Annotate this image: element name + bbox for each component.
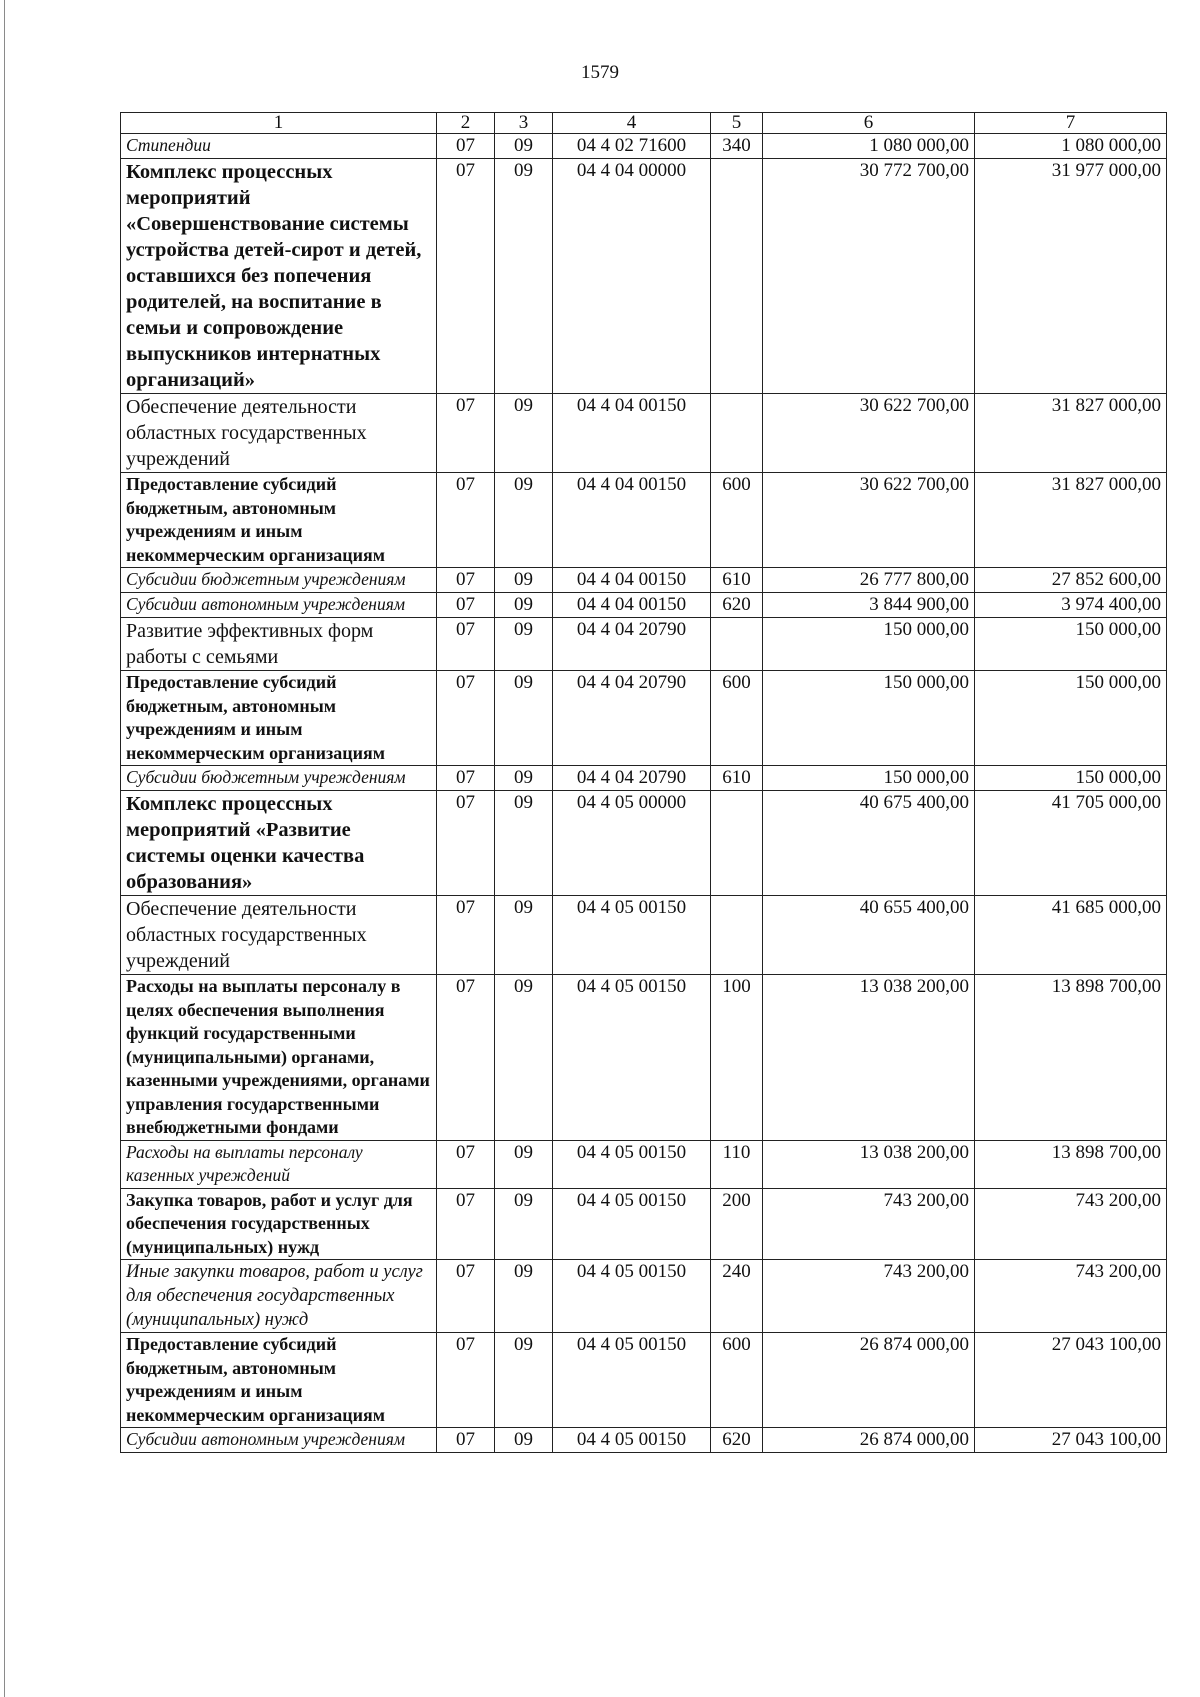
subsection-code-cell: 09 bbox=[495, 975, 553, 1141]
amount-year-2-cell: 41 705 000,00 bbox=[975, 791, 1167, 896]
table-row bbox=[121, 1428, 1167, 1453]
amount-year-1-cell: 1 080 000,00 bbox=[763, 134, 975, 159]
target-article-cell: 04 4 04 20790 bbox=[553, 671, 711, 766]
subsection-code-cell: 09 bbox=[495, 618, 553, 671]
row-name-cell: Субсидии бюджетным учреждениям bbox=[121, 568, 437, 593]
table-row bbox=[121, 671, 1167, 766]
amount-year-1-cell: 150 000,00 bbox=[763, 766, 975, 791]
amount-year-1-cell: 150 000,00 bbox=[763, 671, 975, 766]
amount-year-1-cell: 743 200,00 bbox=[763, 1188, 975, 1260]
table-row bbox=[121, 568, 1167, 593]
table-row bbox=[121, 1140, 1167, 1188]
amount-year-1-cell: 40 675 400,00 bbox=[763, 791, 975, 896]
table-row bbox=[121, 975, 1167, 1141]
amount-year-2-cell: 31 977 000,00 bbox=[975, 159, 1167, 394]
amount-year-1-cell: 30 622 700,00 bbox=[763, 473, 975, 568]
subsection-code-cell: 09 bbox=[495, 1260, 553, 1333]
subsection-code-cell: 09 bbox=[495, 134, 553, 159]
amount-year-2-cell: 13 898 700,00 bbox=[975, 975, 1167, 1141]
section-code-cell: 07 bbox=[437, 791, 495, 896]
table-row bbox=[121, 159, 1167, 394]
target-article-cell: 04 4 04 20790 bbox=[553, 766, 711, 791]
section-code-cell: 07 bbox=[437, 1188, 495, 1260]
section-code-cell: 07 bbox=[437, 1140, 495, 1188]
target-article-cell: 04 4 04 20790 bbox=[553, 618, 711, 671]
row-name-cell: Стипендии bbox=[121, 134, 437, 159]
amount-year-1-cell: 150 000,00 bbox=[763, 618, 975, 671]
amount-year-2-cell: 3 974 400,00 bbox=[975, 593, 1167, 618]
table-row bbox=[121, 791, 1167, 896]
section-code-cell: 07 bbox=[437, 1428, 495, 1453]
subsection-code-cell: 09 bbox=[495, 671, 553, 766]
table-row bbox=[121, 1260, 1167, 1333]
amount-year-2-cell: 150 000,00 bbox=[975, 766, 1167, 791]
amount-year-2-cell: 1 080 000,00 bbox=[975, 134, 1167, 159]
target-article-cell: 04 4 05 00150 bbox=[553, 1260, 711, 1333]
section-code-cell: 07 bbox=[437, 159, 495, 394]
column-header: 4 bbox=[553, 113, 711, 134]
section-code-cell: 07 bbox=[437, 568, 495, 593]
expense-type-cell bbox=[711, 896, 763, 975]
subsection-code-cell: 09 bbox=[495, 473, 553, 568]
table-body bbox=[121, 134, 1167, 1453]
subsection-code-cell: 09 bbox=[495, 791, 553, 896]
amount-year-1-cell: 30 622 700,00 bbox=[763, 394, 975, 473]
table-row bbox=[121, 473, 1167, 568]
amount-year-1-cell: 40 655 400,00 bbox=[763, 896, 975, 975]
amount-year-2-cell: 743 200,00 bbox=[975, 1260, 1167, 1333]
expense-type-cell bbox=[711, 394, 763, 473]
section-code-cell: 07 bbox=[437, 896, 495, 975]
target-article-cell: 04 4 04 00150 bbox=[553, 593, 711, 618]
target-article-cell: 04 4 05 00150 bbox=[553, 1188, 711, 1260]
amount-year-2-cell: 743 200,00 bbox=[975, 1188, 1167, 1260]
subsection-code-cell: 09 bbox=[495, 766, 553, 791]
amount-year-1-cell: 26 777 800,00 bbox=[763, 568, 975, 593]
page-number: 1579 bbox=[581, 62, 619, 83]
subsection-code-cell: 09 bbox=[495, 568, 553, 593]
row-name-cell: Субсидии автономным учреждениям bbox=[121, 593, 437, 618]
row-name-cell: Субсидии автономным учреждениям bbox=[121, 1428, 437, 1453]
expense-type-cell: 610 bbox=[711, 766, 763, 791]
target-article-cell: 04 4 04 00150 bbox=[553, 568, 711, 593]
subsection-code-cell: 09 bbox=[495, 1188, 553, 1260]
subsection-code-cell: 09 bbox=[495, 896, 553, 975]
amount-year-2-cell: 150 000,00 bbox=[975, 618, 1167, 671]
amount-year-2-cell: 27 043 100,00 bbox=[975, 1333, 1167, 1428]
row-name-cell: Комплекс процессных мероприятий «Совершенствование системы устройства детей-сирот и детей, оставшихся без попечения родителей, на воспитание в семьи и сопровождение выпускников интернатных организаций» bbox=[121, 159, 437, 394]
amount-year-2-cell: 27 043 100,00 bbox=[975, 1428, 1167, 1453]
section-code-cell: 07 bbox=[437, 975, 495, 1141]
column-header: 6 bbox=[763, 113, 975, 134]
target-article-cell: 04 4 04 00150 bbox=[553, 394, 711, 473]
expense-type-cell bbox=[711, 618, 763, 671]
row-name-cell: Предоставление субсидий бюджетным, автономным учреждениям и иным некоммерческим организациям bbox=[121, 671, 437, 766]
expense-type-cell bbox=[711, 791, 763, 896]
row-name-cell: Обеспечение деятельности областных государственных учреждений bbox=[121, 896, 437, 975]
amount-year-1-cell: 13 038 200,00 bbox=[763, 975, 975, 1141]
expense-type-cell: 600 bbox=[711, 671, 763, 766]
expense-type-cell: 340 bbox=[711, 134, 763, 159]
row-name-cell: Расходы на выплаты персоналу казенных учреждений bbox=[121, 1140, 437, 1188]
expense-type-cell: 200 bbox=[711, 1188, 763, 1260]
row-name-cell: Закупка товаров, работ и услуг для обеспечения государственных (муниципальных) нужд bbox=[121, 1188, 437, 1260]
subsection-code-cell: 09 bbox=[495, 394, 553, 473]
amount-year-2-cell: 31 827 000,00 bbox=[975, 473, 1167, 568]
target-article-cell: 04 4 02 71600 bbox=[553, 134, 711, 159]
section-code-cell: 07 bbox=[437, 394, 495, 473]
expense-type-cell: 240 bbox=[711, 1260, 763, 1333]
expense-type-cell bbox=[711, 159, 763, 394]
expense-type-cell: 620 bbox=[711, 593, 763, 618]
subsection-code-cell: 09 bbox=[495, 1428, 553, 1453]
column-header: 1 bbox=[121, 113, 437, 134]
table-row bbox=[121, 134, 1167, 159]
section-code-cell: 07 bbox=[437, 766, 495, 791]
section-code-cell: 07 bbox=[437, 1260, 495, 1333]
table-row bbox=[121, 896, 1167, 975]
target-article-cell: 04 4 05 00150 bbox=[553, 1140, 711, 1188]
row-name-cell: Комплекс процессных мероприятий «Развитие системы оценки качества образования» bbox=[121, 791, 437, 896]
amount-year-1-cell: 26 874 000,00 bbox=[763, 1428, 975, 1453]
target-article-cell: 04 4 05 00150 bbox=[553, 975, 711, 1141]
section-code-cell: 07 bbox=[437, 134, 495, 159]
target-article-cell: 04 4 05 00150 bbox=[553, 1333, 711, 1428]
row-name-cell: Иные закупки товаров, работ и услуг для обеспечения государственных (муниципальных) нужд bbox=[121, 1260, 437, 1333]
table-row bbox=[121, 1188, 1167, 1260]
amount-year-1-cell: 13 038 200,00 bbox=[763, 1140, 975, 1188]
expense-type-cell: 610 bbox=[711, 568, 763, 593]
table-row bbox=[121, 766, 1167, 791]
section-code-cell: 07 bbox=[437, 1333, 495, 1428]
row-name-cell: Предоставление субсидий бюджетным, автономным учреждениям и иным некоммерческим организациям bbox=[121, 1333, 437, 1428]
row-name-cell: Предоставление субсидий бюджетным, автономным учреждениям и иным некоммерческим организациям bbox=[121, 473, 437, 568]
subsection-code-cell: 09 bbox=[495, 159, 553, 394]
row-name-cell: Расходы на выплаты персоналу в целях обеспечения выполнения функций государственными (муниципальными) органами, казенными учреждениями, органами управления государственными внебюджетными фондами bbox=[121, 975, 437, 1141]
table-header-row bbox=[121, 113, 1167, 134]
expense-type-cell: 620 bbox=[711, 1428, 763, 1453]
amount-year-1-cell: 26 874 000,00 bbox=[763, 1333, 975, 1428]
target-article-cell: 04 4 05 00000 bbox=[553, 791, 711, 896]
amount-year-2-cell: 150 000,00 bbox=[975, 671, 1167, 766]
scan-margin-line bbox=[4, 0, 5, 1697]
column-header: 7 bbox=[975, 113, 1167, 134]
amount-year-1-cell: 743 200,00 bbox=[763, 1260, 975, 1333]
row-name-cell: Развитие эффективных форм работы с семьями bbox=[121, 618, 437, 671]
table-row bbox=[121, 394, 1167, 473]
section-code-cell: 07 bbox=[437, 671, 495, 766]
amount-year-2-cell: 31 827 000,00 bbox=[975, 394, 1167, 473]
subsection-code-cell: 09 bbox=[495, 593, 553, 618]
table-row bbox=[121, 593, 1167, 618]
subsection-code-cell: 09 bbox=[495, 1333, 553, 1428]
table-row bbox=[121, 618, 1167, 671]
column-header: 3 bbox=[495, 113, 553, 134]
target-article-cell: 04 4 05 00150 bbox=[553, 1428, 711, 1453]
section-code-cell: 07 bbox=[437, 618, 495, 671]
section-code-cell: 07 bbox=[437, 473, 495, 568]
target-article-cell: 04 4 04 00000 bbox=[553, 159, 711, 394]
row-name-cell: Обеспечение деятельности областных государственных учреждений bbox=[121, 394, 437, 473]
amount-year-1-cell: 3 844 900,00 bbox=[763, 593, 975, 618]
expense-type-cell: 110 bbox=[711, 1140, 763, 1188]
expense-type-cell: 600 bbox=[711, 1333, 763, 1428]
expense-type-cell: 600 bbox=[711, 473, 763, 568]
amount-year-2-cell: 13 898 700,00 bbox=[975, 1140, 1167, 1188]
amount-year-2-cell: 27 852 600,00 bbox=[975, 568, 1167, 593]
table-row bbox=[121, 1333, 1167, 1428]
column-header: 5 bbox=[711, 113, 763, 134]
subsection-code-cell: 09 bbox=[495, 1140, 553, 1188]
expense-type-cell: 100 bbox=[711, 975, 763, 1141]
section-code-cell: 07 bbox=[437, 593, 495, 618]
amount-year-2-cell: 41 685 000,00 bbox=[975, 896, 1167, 975]
amount-year-1-cell: 30 772 700,00 bbox=[763, 159, 975, 394]
budget-table bbox=[120, 112, 1167, 1453]
column-header: 2 bbox=[437, 113, 495, 134]
target-article-cell: 04 4 05 00150 bbox=[553, 896, 711, 975]
target-article-cell: 04 4 04 00150 bbox=[553, 473, 711, 568]
row-name-cell: Субсидии бюджетным учреждениям bbox=[121, 766, 437, 791]
